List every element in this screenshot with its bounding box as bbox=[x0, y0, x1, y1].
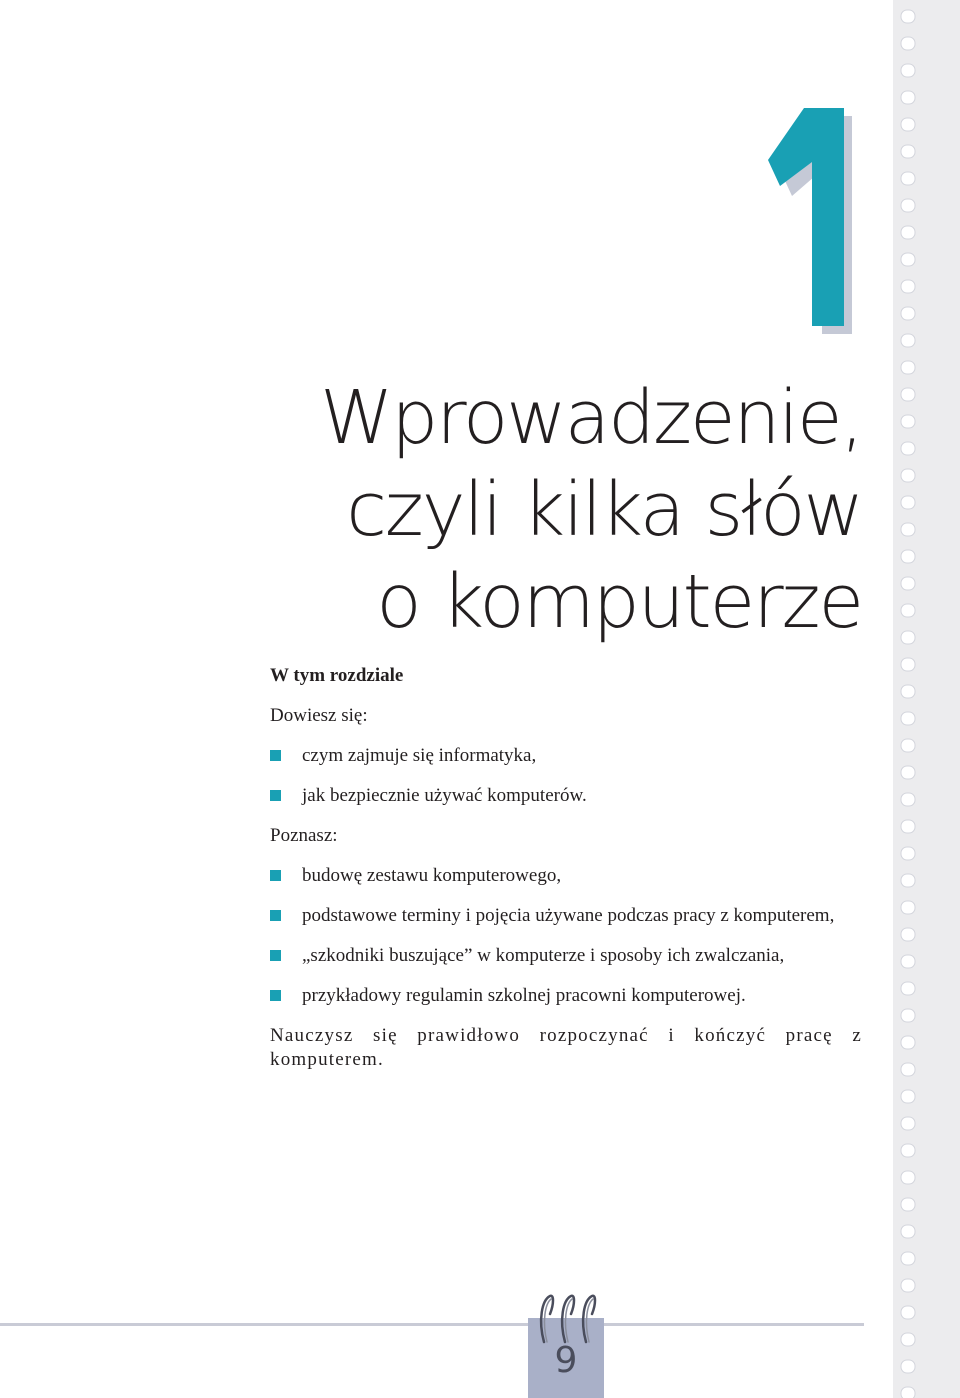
spiral-hole bbox=[901, 685, 915, 698]
bullet-square-icon bbox=[270, 990, 281, 1001]
bullet-square-icon bbox=[270, 750, 281, 761]
spiral-hole bbox=[901, 91, 915, 104]
spiral-hole bbox=[901, 442, 915, 455]
spiral-hole bbox=[901, 1063, 915, 1076]
spiral-hole bbox=[901, 523, 915, 536]
spiral-hole bbox=[901, 874, 915, 887]
list-item-text: czym zajmuje się informatyka, bbox=[302, 745, 537, 766]
spiral-hole bbox=[901, 982, 915, 995]
spiral-hole bbox=[901, 496, 915, 509]
know-list bbox=[270, 864, 862, 1008]
learn-list bbox=[270, 744, 862, 808]
spiral-hole bbox=[901, 1360, 915, 1373]
list-item-text: jak bezpiecznie używać komputerów. bbox=[302, 785, 587, 806]
spiral-hole bbox=[901, 172, 915, 185]
bullet-square-icon bbox=[270, 910, 281, 921]
spiral-hole bbox=[901, 712, 915, 725]
spiral-hole bbox=[901, 1333, 915, 1346]
spiral-hole bbox=[901, 739, 915, 752]
page-number: 9 bbox=[554, 1340, 578, 1381]
spiral-hole bbox=[901, 64, 915, 77]
spiral-hole bbox=[901, 1279, 915, 1292]
spiral-hole bbox=[901, 10, 915, 23]
list-item-text: podstawowe terminy i pojęcia używane podczas pracy z komputerem, bbox=[302, 905, 835, 926]
list-item bbox=[270, 944, 862, 968]
spiral-hole bbox=[901, 280, 915, 293]
chapter-title-line-1: Wprowadzenie, bbox=[320, 375, 862, 461]
spiral-hole bbox=[901, 118, 915, 131]
spiral-hole bbox=[901, 550, 915, 563]
spiral-hole bbox=[901, 199, 915, 212]
spiral-hole bbox=[901, 1009, 915, 1022]
bullet-square-icon bbox=[270, 950, 281, 961]
chapter-number bbox=[740, 78, 880, 348]
bullet-square-icon bbox=[270, 790, 281, 801]
spiral-hole bbox=[901, 361, 915, 374]
spiral-hole bbox=[901, 1306, 915, 1319]
spiral-hole bbox=[901, 793, 915, 806]
spiral-hole bbox=[901, 577, 915, 590]
footer-rule bbox=[0, 1323, 864, 1326]
know-label: Poznasz: bbox=[270, 825, 338, 846]
spiral-hole bbox=[901, 37, 915, 50]
spiral-hole bbox=[901, 658, 915, 671]
learn-label: Dowiesz się: bbox=[270, 705, 368, 726]
chapter-number-graphic bbox=[740, 78, 880, 348]
spiral-hole bbox=[901, 1117, 915, 1130]
spiral-hole bbox=[901, 1171, 915, 1184]
spiral-hole bbox=[901, 1036, 915, 1049]
spiral-binding-holes bbox=[893, 0, 960, 1398]
spiral-hole bbox=[901, 307, 915, 320]
spiral-hole bbox=[901, 901, 915, 914]
spiral-hole bbox=[901, 604, 915, 617]
spiral-hole bbox=[901, 1225, 915, 1238]
spiral-hole bbox=[901, 955, 915, 968]
spiral-hole bbox=[901, 928, 915, 941]
spiral-hole bbox=[901, 388, 915, 401]
spiral-hole bbox=[901, 1252, 915, 1265]
spiral-hole bbox=[901, 226, 915, 239]
spiral-hole bbox=[901, 1144, 915, 1157]
list-item bbox=[270, 864, 862, 888]
spiral-hole bbox=[901, 1198, 915, 1211]
chapter-title-line-3: o komputerze bbox=[376, 559, 862, 645]
bullet-square-icon bbox=[270, 870, 281, 881]
chapter-summary bbox=[270, 664, 862, 1091]
spiral-hole bbox=[901, 1387, 915, 1398]
spiral-hole bbox=[901, 469, 915, 482]
closing-paragraph: Nauczysz się prawidłowo rozpoczynać i kończyć pracę z komputerem. bbox=[270, 1025, 862, 1070]
chapter-number-digit bbox=[768, 108, 844, 326]
spiral-hole bbox=[901, 415, 915, 428]
list-item-text: budowę zestawu komputerowego, bbox=[302, 865, 562, 886]
section-heading: W tym rozdziale bbox=[270, 665, 404, 686]
spiral-hole bbox=[901, 631, 915, 644]
spiral-hole bbox=[901, 1090, 915, 1103]
chapter-title bbox=[320, 372, 862, 648]
spiral-binding bbox=[893, 0, 960, 1398]
list-item bbox=[270, 904, 862, 928]
list-item bbox=[270, 784, 862, 808]
spiral-hole bbox=[901, 847, 915, 860]
list-item bbox=[270, 984, 862, 1008]
list-item-text: przykładowy regulamin szkolnej pracowni komputerowej. bbox=[302, 985, 746, 1006]
spiral-hole bbox=[901, 766, 915, 779]
chapter-title-line-2: czyli kilka słów bbox=[346, 467, 862, 553]
spiral-hole bbox=[901, 820, 915, 833]
list-item-text: „szkodniki buszujące” w komputerze i sposoby ich zwalczania, bbox=[302, 945, 785, 966]
spiral-hole bbox=[901, 145, 915, 158]
list-item bbox=[270, 744, 862, 768]
spiral-hole bbox=[901, 334, 915, 347]
spiral-hole bbox=[901, 253, 915, 266]
